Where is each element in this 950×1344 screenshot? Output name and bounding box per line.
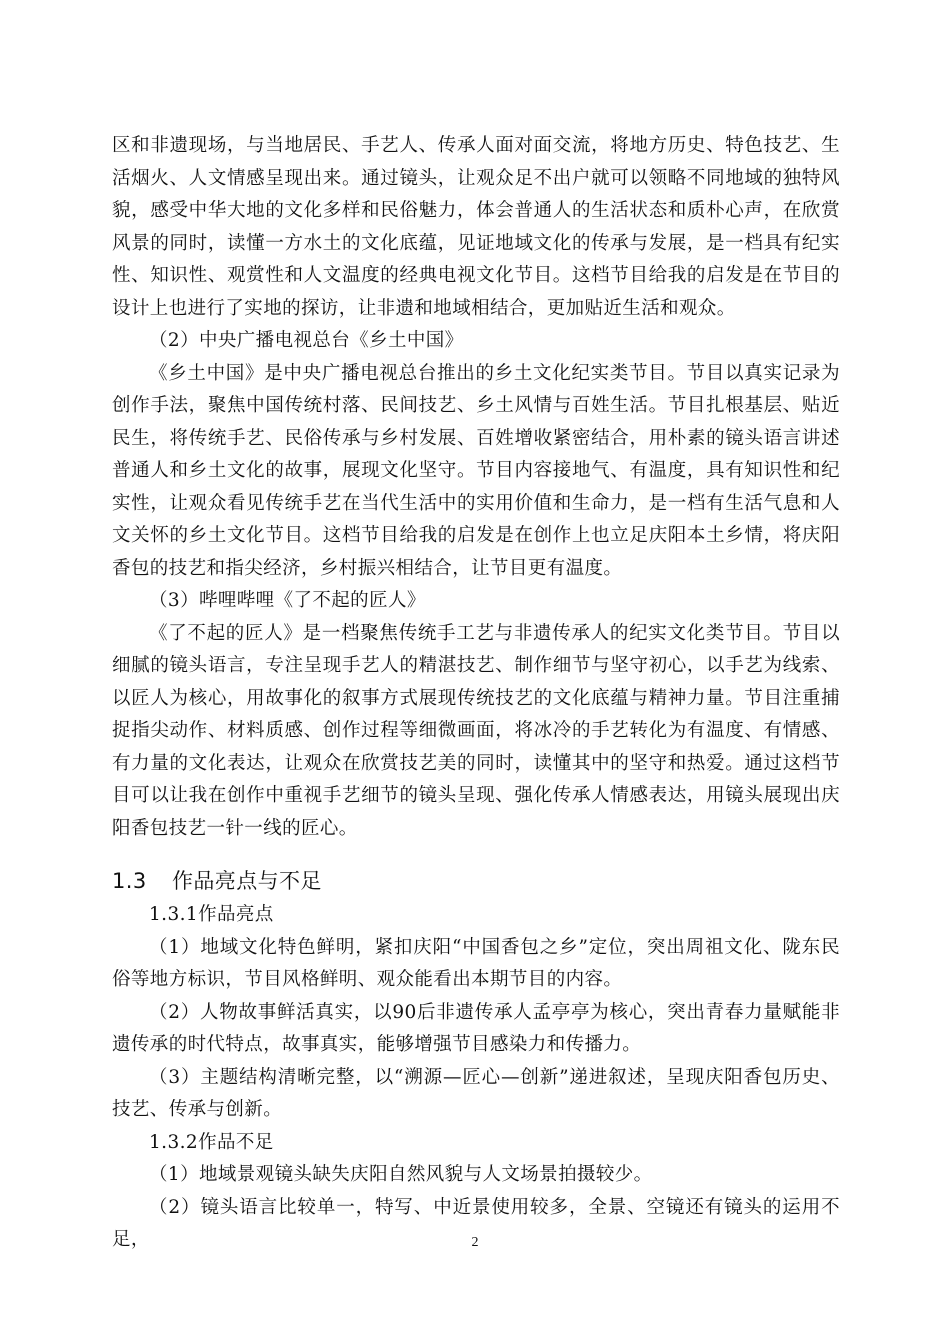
section-heading	[112, 866, 840, 896]
highlight-item-2: （2）人物故事鲜活真实，以90后非遗传承人孟亭亭为核心，突出青春力量赋能非遗传承的时代特点，故事真实，能够增强节目感染力和传播力。	[112, 1001, 840, 1055]
highlight-item-3: （3）主题结构清晰完整，以“溯源—匠心—创新”递进叙述，呈现庆阳香包历史、技艺、传承与创新。	[112, 1066, 840, 1120]
paragraph-program-2: 《乡土中国》是中央广播电视总台推出的乡土文化纪实类节目。节目以真实记录为创作手法，聚焦中国传统村落、民间技艺、乡土风情与百姓生活。节目扎根基层、贴近民生，将传统手艺、民俗传承与乡村发展、百姓增收紧密结合，用朴素的镜头语言讲述普通人和乡土文化的故事，展现文化坚守。节目内容接地气、有温度，具有知识性和纪实性，让观众看见传统手艺在当代生活中的实用价值和生命力，是一档有生活气息和人文关怀的乡土文化节目。这档节目给我的启发是在创作上也立足庆阳本土乡情，将庆阳香包的技艺和指尖经济，乡村振兴相结合，让节目更有温度。	[112, 362, 840, 579]
paragraph-program-3: 《了不起的匠人》是一档聚焦传统手工艺与非遗传承人的纪实文化类节目。节目以细腻的镜头语言，专注呈现手艺人的精湛技艺、制作细节与坚守初心，以手艺为线索、以匠人为核心，用故事化的叙事方式展现传统技艺的文化底蕴与精神力量。节目注重捕捉指尖动作、材料质感、创作过程等细微画面，将冰冷的手艺转化为有温度、有情感、有力量的文化表达，让观众在欣赏技艺美的同时，读懂其中的坚守和热爱。通过这档节目可以让我在创作中重视手艺细节的镜头呈现、强化传承人情感表达，用镜头展现出庆阳香包技艺一针一线的匠心。	[112, 622, 840, 839]
page-number: 2	[471, 1235, 479, 1250]
subheading-program-3: （3）哔哩哔哩《了不起的匠人》	[149, 590, 426, 611]
highlight-item-1: （1）地域文化特色鲜明，紧扣庆阳“中国香包之乡”定位，突出周祖文化、陇东民俗等地方标识，节目风格鲜明、观众能看出本期节目的内容。	[112, 936, 840, 990]
paragraph-continuation: 区和非遗现场，与当地居民、手艺人、传承人面对面交流，将地方历史、特色技艺、生活烟火、人文情感呈现出来。通过镜头，让观众足不出户就可以领略不同地域的独特风貌，感受中华大地的文化多样和民俗魅力，体会普通人的生活状态和质朴心声，在欣赏风景的同时，读懂一方水土的文化底蕴，见证地域文化的传承与发展，是一档具有纪实性、知识性、观赏性和人文温度的经典电视文化节目。这档节目给我的启发是在节目的设计上也进行了实地的探访，让非遗和地域相结合，更加贴近生活和观众。	[112, 135, 840, 319]
subsection-title-shortcomings: 1.3.2作品不足	[149, 1131, 274, 1153]
section-number: 1.3	[112, 869, 147, 893]
page-body	[112, 130, 840, 1257]
shortcoming-item-1: （1）地域景观镜头缺失庆阳自然风貌与人文场景拍摄较少。	[149, 1164, 653, 1185]
section-title: 作品亮点与不足	[172, 869, 322, 893]
subheading-program-2: （2）中央广播电视总台《乡土中国》	[149, 330, 464, 351]
subsection-title-highlights: 1.3.1作品亮点	[149, 904, 274, 925]
shortcoming-item-2: （2）镜头语言比较单一，特写、中近景使用较多，全景、空镜还有镜头的运用不足，	[112, 1196, 840, 1250]
